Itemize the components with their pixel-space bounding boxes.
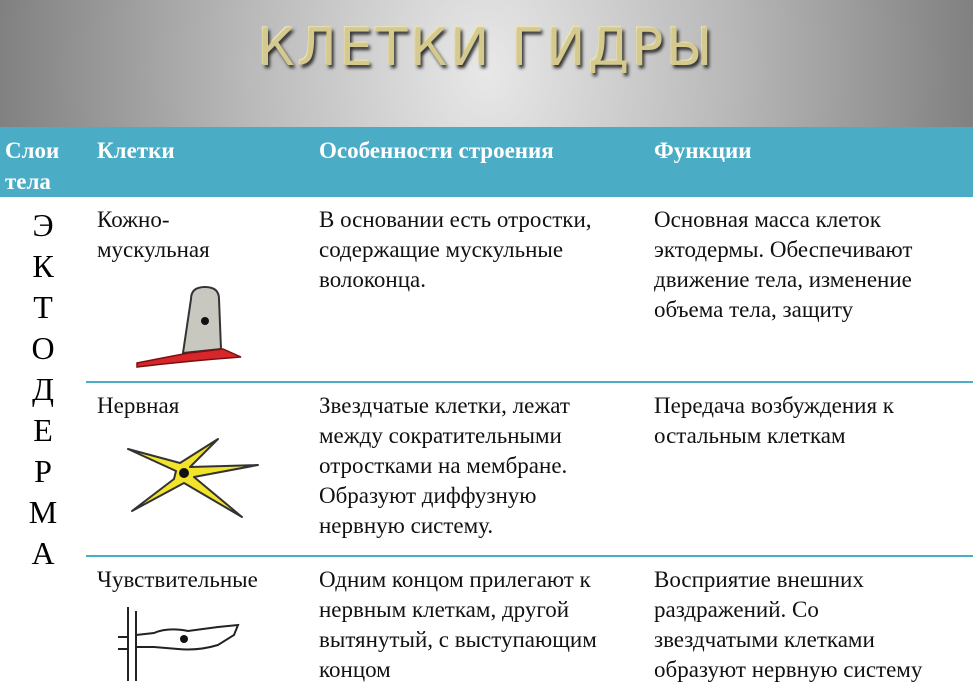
header-layers: Слои тела — [5, 138, 60, 194]
table-header — [0, 127, 973, 197]
header-structure: Особенности строения — [319, 138, 554, 163]
slide-title: КЛЕТКИ ГИДРЫ — [257, 18, 716, 78]
layer-ectoderm: Э К Т О Д Е Р М А — [28, 207, 58, 571]
skin-muscle-cell-drawing — [107, 279, 259, 373]
header-cells: Клетки — [97, 138, 175, 163]
nerve-cell-drawing — [118, 433, 268, 523]
header-functions: Функции — [654, 138, 752, 163]
cell-name: Нервная — [97, 393, 180, 418]
cell-name: Кожно- мускульная — [97, 207, 210, 262]
table-row — [86, 557, 973, 697]
hydra-cells-table — [0, 127, 973, 697]
cell-structure: Звездчатые клетки, лежат между сократительными отростками на мембране. Образуют диффузную нервную систему. — [319, 393, 570, 538]
cell-name: Чувствительные — [97, 567, 258, 592]
sensory-cell-drawing — [98, 601, 268, 681]
table-row — [86, 197, 973, 381]
cell-function: Восприятие внешних раздражений. Со звездчатыми клетками образуют нервную систему — [654, 567, 923, 682]
cell-function: Передача возбуждения к остальным клеткам — [654, 393, 894, 448]
cell-structure: В основании есть отростки, содержащие мускульные волоконца. — [319, 207, 592, 292]
cell-function: Основная масса клеток эктодермы. Обеспечивают движение тела, изменение объема тела, защиту — [654, 207, 913, 322]
table-row — [86, 383, 973, 555]
cell-structure: Одним концом прилегают к нервным клеткам, другой вытянутый, с выступающим концом — [319, 567, 597, 682]
